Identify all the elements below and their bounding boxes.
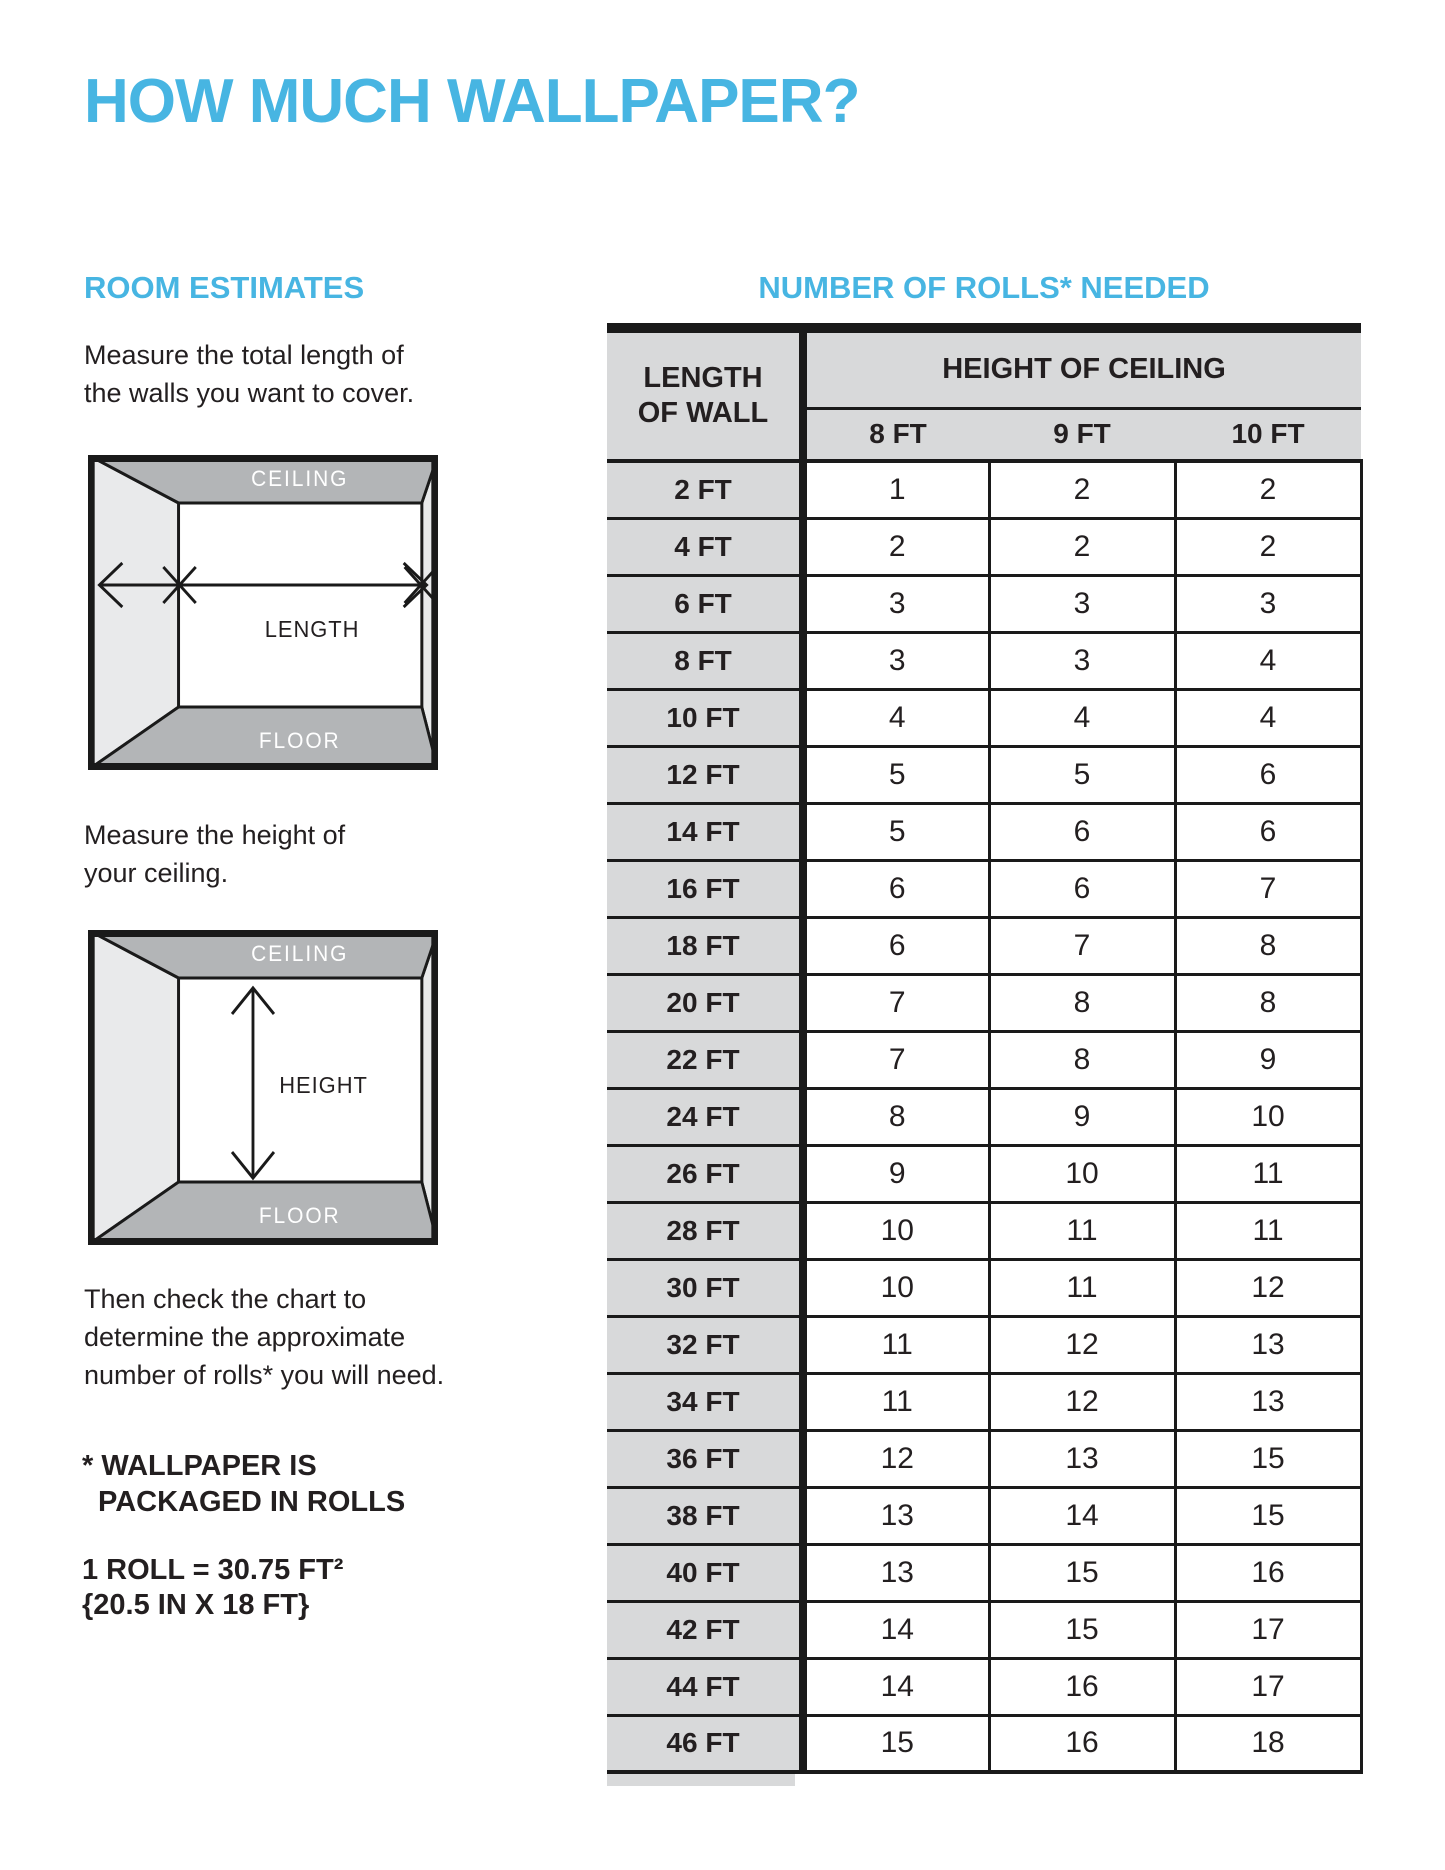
rolls-value-cell: 16 [989,1658,1175,1715]
rolls-table-body [607,461,1361,1772]
wall-length-cell: 16 FT [607,860,803,917]
rolls-value-cell: 8 [1175,974,1361,1031]
instruction-line: the walls you want to cover. [84,378,415,408]
table-row [607,917,1361,974]
rolls-value-cell: 3 [803,575,989,632]
rolls-value-cell: 8 [989,1031,1175,1088]
rolls-value-cell: 11 [1175,1145,1361,1202]
rolls-value-cell: 3 [1175,575,1361,632]
rolls-value-cell: 6 [803,917,989,974]
wall-length-cell: 40 FT [607,1544,803,1601]
wall-length-cell: 22 FT [607,1031,803,1088]
rolls-value-cell: 2 [989,518,1175,575]
rolls-value-cell: 10 [989,1145,1175,1202]
rolls-value-cell: 14 [989,1487,1175,1544]
rolls-value-cell: 13 [803,1544,989,1601]
rolls-value-cell: 13 [803,1487,989,1544]
wall-length-cell: 38 FT [607,1487,803,1544]
page-title: HOW MUCH WALLPAPER? [84,67,860,136]
room-estimates-heading: ROOM ESTIMATES [84,270,365,305]
rolls-value-cell: 8 [1175,917,1361,974]
table-top-bar [607,323,1361,333]
roll-size-line: 1 ROLL = 30.75 FT² [82,1554,344,1586]
wall-length-cell: 32 FT [607,1316,803,1373]
wall-length-cell: 20 FT [607,974,803,1031]
rolls-value-cell: 5 [989,746,1175,803]
rolls-value-cell: 11 [989,1202,1175,1259]
table-row [607,1487,1361,1544]
rolls-value-cell: 11 [803,1373,989,1430]
rolls-value-cell: 2 [1175,518,1361,575]
rolls-value-cell: 4 [803,689,989,746]
table-row [607,1373,1361,1430]
rolls-value-cell: 4 [989,689,1175,746]
instruction-line: your ceiling. [84,858,229,888]
wall-length-cell: 12 FT [607,746,803,803]
rolls-value-cell: 15 [803,1715,989,1772]
rolls-value-cell: 15 [1175,1430,1361,1487]
rolls-value-cell: 12 [803,1430,989,1487]
table-header-row [607,333,1361,408]
rolls-value-cell: 5 [803,746,989,803]
rolls-value-cell: 12 [989,1316,1175,1373]
rolls-value-cell: 7 [803,1031,989,1088]
wall-length-cell: 24 FT [607,1088,803,1145]
measure-length-instruction [84,336,414,412]
measure-height-instruction [84,816,345,892]
height-label: HEIGHT [279,1072,368,1099]
rolls-value-cell: 12 [1175,1259,1361,1316]
table-row [607,1259,1361,1316]
wall-length-cell: 6 FT [607,575,803,632]
footnote-line: PACKAGED IN ROLLS [98,1486,406,1518]
rolls-value-cell: 16 [1175,1544,1361,1601]
back-wall-panel [179,503,422,707]
wall-length-cell: 18 FT [607,917,803,974]
table-row [607,860,1361,917]
table-row [607,1601,1361,1658]
rolls-value-cell: 17 [1175,1658,1361,1715]
rolls-value-cell: 2 [989,461,1175,518]
table-row [607,746,1361,803]
table-row [607,1715,1361,1772]
rolls-value-cell: 17 [1175,1601,1361,1658]
rolls-value-cell: 14 [803,1658,989,1715]
rolls-value-cell: 10 [803,1259,989,1316]
table-row [607,689,1361,746]
rolls-value-cell: 14 [803,1601,989,1658]
rolls-value-cell: 7 [989,917,1175,974]
rolls-value-cell: 9 [1175,1031,1361,1088]
row-axis-header [607,333,803,461]
rolls-value-cell: 15 [989,1544,1175,1601]
wall-length-cell: 44 FT [607,1658,803,1715]
room-height-diagram [88,930,438,1245]
wall-length-cell: 34 FT [607,1373,803,1430]
row-axis-label-line: OF WALL [637,397,769,429]
rolls-value-cell: 9 [989,1088,1175,1145]
instruction-line: Then check the chart to [84,1284,367,1314]
wall-length-cell: 42 FT [607,1601,803,1658]
rolls-value-cell: 6 [803,860,989,917]
rolls-value-cell: 4 [1175,689,1361,746]
instruction-line: number of rolls* you will need. [84,1360,445,1390]
col-axis-header: HEIGHT OF CEILING [803,333,1361,408]
wall-length-cell: 36 FT [607,1430,803,1487]
check-chart-instruction [84,1280,444,1394]
rolls-value-cell: 6 [989,803,1175,860]
rolls-value-cell: 6 [1175,803,1361,860]
rolls-value-cell: 11 [803,1316,989,1373]
room-length-diagram [88,455,438,770]
rolls-value-cell: 13 [989,1430,1175,1487]
wall-length-cell: 46 FT [607,1715,803,1772]
rolls-value-cell: 7 [1175,860,1361,917]
rolls-value-cell: 15 [1175,1487,1361,1544]
rolls-table [607,323,1361,1786]
rolls-value-cell: 6 [1175,746,1361,803]
wall-length-cell: 28 FT [607,1202,803,1259]
rolls-value-cell: 10 [1175,1088,1361,1145]
table-row [607,1316,1361,1373]
ceiling-label: CEILING [251,941,349,967]
rolls-value-cell: 3 [989,575,1175,632]
rolls-value-cell: 2 [1175,461,1361,518]
rolls-value-cell: 11 [989,1259,1175,1316]
rolls-value-cell: 3 [803,632,989,689]
rolls-value-cell: 12 [989,1373,1175,1430]
table-row [607,461,1361,518]
table-row [607,1202,1361,1259]
wall-length-cell: 10 FT [607,689,803,746]
table-footer-tail [607,1774,795,1786]
rolls-value-cell: 2 [803,518,989,575]
instruction-line: Measure the total length of [84,340,404,370]
ceiling-10ft-header: 10 FT [1175,408,1361,461]
table-row [607,1658,1361,1715]
rolls-value-cell: 11 [1175,1202,1361,1259]
rolls-value-cell: 16 [989,1715,1175,1772]
rolls-needed-heading: NUMBER OF ROLLS* NEEDED [758,270,1210,305]
ceiling-8ft-header: 8 FT [803,408,989,461]
table-row [607,632,1361,689]
rolls-value-cell: 5 [803,803,989,860]
rolls-value-cell: 13 [1175,1373,1361,1430]
rolls-value-cell: 1 [803,461,989,518]
table-row [607,1031,1361,1088]
instruction-line: determine the approximate [84,1322,406,1352]
length-label: LENGTH [264,616,360,643]
roll-size-line: {20.5 IN X 18 FT} [82,1589,310,1621]
ceiling-label: CEILING [251,466,349,492]
wall-length-cell: 14 FT [607,803,803,860]
rolls-value-cell: 10 [803,1202,989,1259]
rolls-value-cell: 9 [803,1145,989,1202]
wall-length-cell: 2 FT [607,461,803,518]
rolls-value-cell: 8 [989,974,1175,1031]
rolls-value-cell: 13 [1175,1316,1361,1373]
table-row [607,1544,1361,1601]
table-row [607,1430,1361,1487]
table-row [607,803,1361,860]
wall-length-cell: 8 FT [607,632,803,689]
table-row [607,1088,1361,1145]
floor-label: FLOOR [258,728,341,754]
instruction-line: Measure the height of [84,820,346,850]
table-row [607,974,1361,1031]
floor-label: FLOOR [258,1203,341,1229]
rolls-footnote [82,1448,405,1520]
rolls-lookup-table [607,333,1363,1774]
row-axis-label-line: LENGTH [643,362,763,394]
rolls-value-cell: 18 [1175,1715,1361,1772]
wall-length-cell: 30 FT [607,1259,803,1316]
table-row [607,575,1361,632]
rolls-value-cell: 4 [1175,632,1361,689]
wall-length-cell: 26 FT [607,1145,803,1202]
wall-length-cell: 4 FT [607,518,803,575]
table-row [607,518,1361,575]
table-row [607,1145,1361,1202]
rolls-value-cell: 6 [989,860,1175,917]
footnote-line: * WALLPAPER IS [82,1450,317,1482]
rolls-value-cell: 15 [989,1601,1175,1658]
ceiling-9ft-header: 9 FT [989,408,1175,461]
rolls-value-cell: 7 [803,974,989,1031]
rolls-value-cell: 3 [989,632,1175,689]
rolls-value-cell: 8 [803,1088,989,1145]
roll-size-info [82,1553,343,1623]
